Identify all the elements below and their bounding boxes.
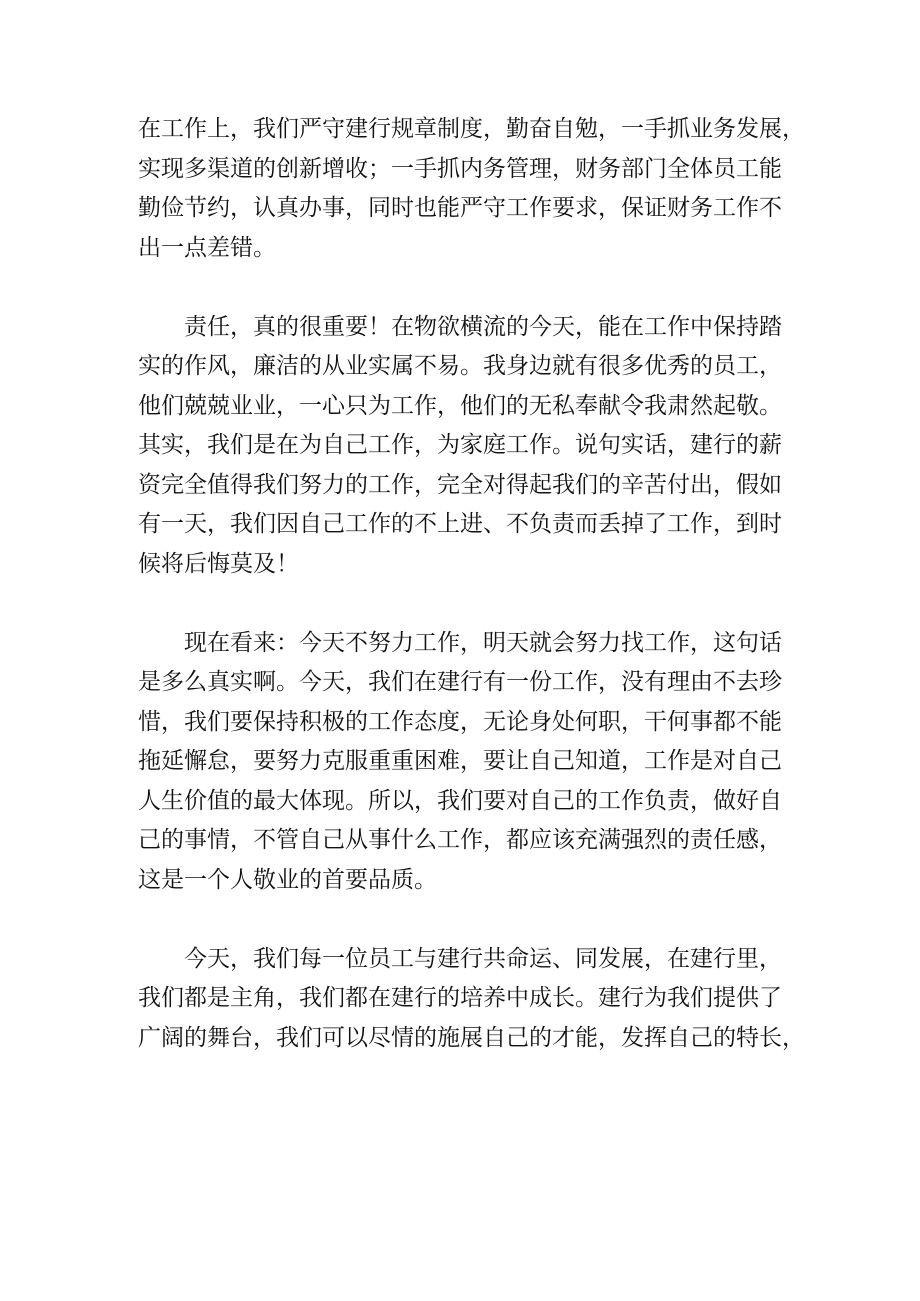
document-body: [138, 110, 805, 1098]
text-line: 惜，我们要保持积极的工作态度，无论身处何职，干何事都不能: [138, 708, 782, 735]
text-line: 资完全值得我们努力的工作，完全对得起我们的辛苦付出，假如: [138, 471, 782, 498]
text-line: 他们兢兢业业，一心只为工作，他们的无私奉献令我肃然起敬。: [138, 392, 782, 419]
text-line: 拖延懈怠，要努力克服重重困难，要让自己知道，工作是对自己: [138, 748, 782, 774]
text-line: 候将后悔莫及！: [138, 550, 299, 577]
text-line: 己的事情，不管自己从事什么工作，都应该充满强烈的责任感，: [138, 827, 782, 853]
paragraph-2: [138, 308, 798, 585]
paragraph-3: [138, 624, 798, 901]
text-line: 出一点差错。: [138, 234, 276, 261]
paragraph-4: [138, 940, 805, 1059]
text-line: 这是一个人敬业的首要品质。: [138, 866, 437, 893]
text-line: 我们都是主角，我们都在建行的培养中成长。建行为我们提供了: [138, 985, 782, 1011]
text-line: 人生价值的最大体现。所以，我们要对自己的工作负责，做好自: [138, 787, 782, 814]
text-line: 其实，我们是在为自己工作，为家庭工作。说句实话，建行的薪: [138, 432, 782, 458]
text-line: 有一天，我们因自己工作的不上进、不负责而丢掉了工作，到时: [138, 511, 782, 537]
text-line: 是多么真实啊。今天，我们在建行有一份工作，没有理由不去珍: [138, 669, 782, 695]
text-line: 实的作风，廉洁的从业实属不易。我身边就有很多优秀的员工，: [138, 353, 782, 379]
text-line: 实现多渠道的创新增收；一手抓内务管理，财务部门全体员工能: [138, 155, 782, 182]
paragraph-1: [138, 110, 805, 268]
text-line: 今天，我们每一位员工与建行共命运、同发展，在建行里，: [184, 945, 782, 972]
text-line: 广阔的舞台，我们可以尽情的施展自己的才能，发挥自己的特长，: [138, 1024, 805, 1051]
text-line: 在工作上，我们严守建行规章制度，勤奋自勉，一手抓业务发展，: [138, 116, 805, 142]
text-line: 勤俭节约，认真办事，同时也能严守工作要求，保证财务工作不: [138, 195, 782, 221]
text-line: 责任，真的很重要！在物欲横流的今天，能在工作中保持踏: [184, 313, 782, 340]
text-line: 现在看来：今天不努力工作，明天就会努力找工作，这句话: [184, 629, 782, 656]
